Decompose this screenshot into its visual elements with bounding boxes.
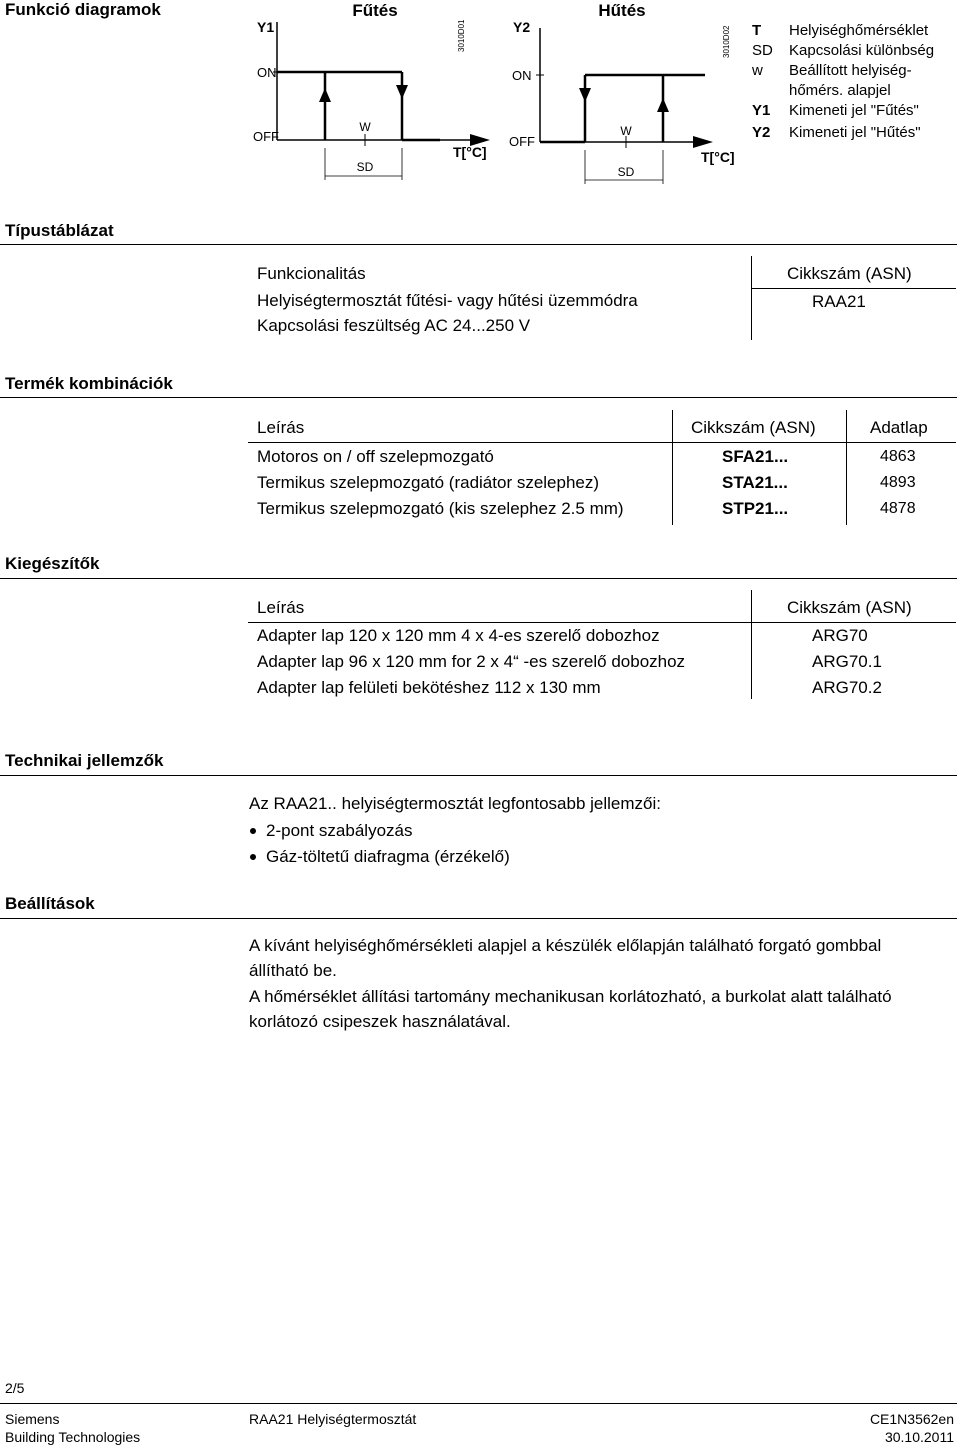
legend-key: Y2 — [752, 124, 771, 141]
legend-desc: Helyiséghőmérséklet — [789, 22, 929, 39]
settings-paragraph-1-line-2: állítható be. — [249, 961, 337, 980]
cooling-y-label: Y2 — [513, 19, 531, 35]
legend-desc: Beállított helyiség- — [789, 62, 912, 79]
legend-key: SD — [752, 42, 773, 59]
cooling-title: Hűtés — [598, 1, 646, 20]
divider — [0, 397, 957, 398]
cooling-off-label: OFF — [509, 134, 535, 149]
section-title-tech: Technikai jellemzők — [5, 751, 164, 770]
table-header-rule — [248, 622, 956, 623]
legend-key: Y1 — [752, 102, 771, 119]
table-divider — [672, 410, 673, 525]
combo-datasheet: 4893 — [880, 474, 916, 491]
combos-header-asn: Cikkszám (ASN) — [691, 418, 816, 437]
combo-datasheet: 4863 — [880, 448, 916, 465]
section-title-combos: Termék kombinációk — [5, 374, 173, 393]
legend-desc: Kapcsolási különbség — [789, 42, 935, 59]
accessory-description: Adapter lap 96 x 120 mm for 2 x 4“ -es szerelő dobozhoz — [257, 652, 686, 671]
divider — [0, 775, 957, 776]
accessory-description: Adapter lap felületi bekötéshez 112 x 130 mm — [257, 678, 601, 697]
bullet-icon — [250, 854, 256, 860]
type-col-asn: Cikkszám (ASN) — [787, 264, 912, 283]
type-desc-line2: Kapcsolási feszültség AC 24...250 V — [257, 316, 531, 335]
heating-title: Fűtés — [352, 1, 398, 20]
type-desc-line1: Helyiségtermosztát fűtési- vagy hűtési üzemmódra — [257, 291, 638, 310]
legend-key: w — [752, 62, 763, 79]
divider — [0, 578, 957, 579]
footer-product: RAA21 Helyiségtermosztát — [249, 1411, 417, 1427]
accessory-description: Adapter lap 120 x 120 mm 4 x 4-es szerelő dobozhoz — [257, 626, 660, 645]
tech-bullet-text: Gáz-töltetű diafragma (érzékelő) — [266, 847, 510, 866]
divider — [0, 244, 957, 245]
accessories-header-description: Leírás — [257, 598, 305, 617]
legend-key: T — [752, 22, 762, 39]
combo-description: Motoros on / off szelepmozgató — [257, 447, 494, 466]
footer-date: 30.10.2011 — [884, 1429, 954, 1445]
page-number: 2/5 — [5, 1380, 25, 1396]
table-divider — [751, 256, 752, 340]
table-divider — [751, 590, 752, 699]
heating-t-axis-label: T[°C] — [453, 144, 487, 160]
heating-on-label: ON — [257, 65, 277, 80]
cooling-x-arrow — [693, 136, 713, 148]
combo-asn: STP21... — [722, 499, 789, 518]
cooling-sd-label: SD — [617, 165, 635, 179]
table-header-rule — [248, 442, 956, 443]
accessories-header-asn: Cikkszám (ASN) — [787, 598, 912, 617]
cooling-diagram — [505, 0, 755, 185]
footer-rule — [0, 1403, 957, 1404]
tech-intro: Az RAA21.. helyiségtermosztát legfontosabb jellemzői: — [249, 794, 661, 813]
heating-off-label: OFF — [253, 129, 279, 144]
cooling-w-label: W — [620, 124, 632, 138]
section-title-accessories: Kiegészítők — [5, 554, 100, 573]
heating-up-arrow — [319, 88, 331, 102]
footer-division: Building Technologies — [5, 1429, 141, 1445]
heating-code: 3010D01 — [457, 19, 466, 52]
section-title-settings: Beállítások — [5, 894, 95, 913]
combos-header-datasheet: Adatlap — [870, 418, 928, 437]
settings-paragraph-2-line-1: A hőmérséklet állítási tartomány mechanikusan korlátozható, a burkolat alatt található — [249, 987, 892, 1006]
heating-diagram — [245, 0, 500, 185]
combo-asn: STA21... — [722, 473, 788, 492]
legend-desc: Kimeneti jel "Hűtés" — [789, 124, 921, 141]
settings-paragraph-1-line-1: A kívánt helyiséghőmérsékleti alapjel a készülék előlapján található forgató gombbal — [249, 936, 882, 955]
divider — [0, 918, 957, 919]
section-title-types: Típustáblázat — [5, 221, 114, 240]
footer-company: Siemens — [5, 1411, 60, 1427]
heating-y-label: Y1 — [257, 19, 275, 35]
combo-description: Termikus szelepmozgató (radiátor szelephez) — [257, 473, 600, 492]
combo-datasheet: 4878 — [880, 500, 916, 517]
bullet-icon — [250, 828, 256, 834]
settings-paragraph-2-line-2: korlátozó csipeszek használatával. — [249, 1012, 511, 1031]
cooling-code: 3010D02 — [722, 25, 731, 58]
type-col-functionality: Funkcionalitás — [257, 264, 366, 283]
heating-sd-label: SD — [356, 160, 374, 174]
combos-header-description: Leírás — [257, 418, 305, 437]
table-divider — [846, 410, 847, 525]
legend-desc: Kimeneti jel "Fűtés" — [789, 102, 919, 119]
combo-description: Termikus szelepmozgató (kis szelephez 2.5 mm) — [257, 499, 624, 518]
legend-desc: hőmérs. alapjel — [789, 82, 891, 99]
cooling-up-arrow — [657, 98, 669, 112]
section-title-diagrams: Funkció diagramok — [5, 0, 161, 19]
footer-doc-number: CE1N3562en — [869, 1411, 954, 1427]
heating-down-arrow — [396, 85, 408, 99]
cooling-on-label: ON — [512, 68, 532, 83]
combo-asn: SFA21... — [722, 447, 789, 466]
accessory-asn: ARG70 — [812, 626, 868, 645]
accessory-asn: ARG70.1 — [812, 652, 882, 671]
type-asn-value: RAA21 — [812, 292, 866, 311]
tech-bullet-text: 2-pont szabályozás — [266, 821, 413, 840]
accessory-asn: ARG70.2 — [812, 678, 882, 697]
cooling-t-axis-label: T[°C] — [701, 149, 735, 165]
cooling-down-arrow — [579, 88, 591, 102]
heating-w-label: W — [359, 120, 371, 134]
table-header-rule — [751, 288, 956, 289]
